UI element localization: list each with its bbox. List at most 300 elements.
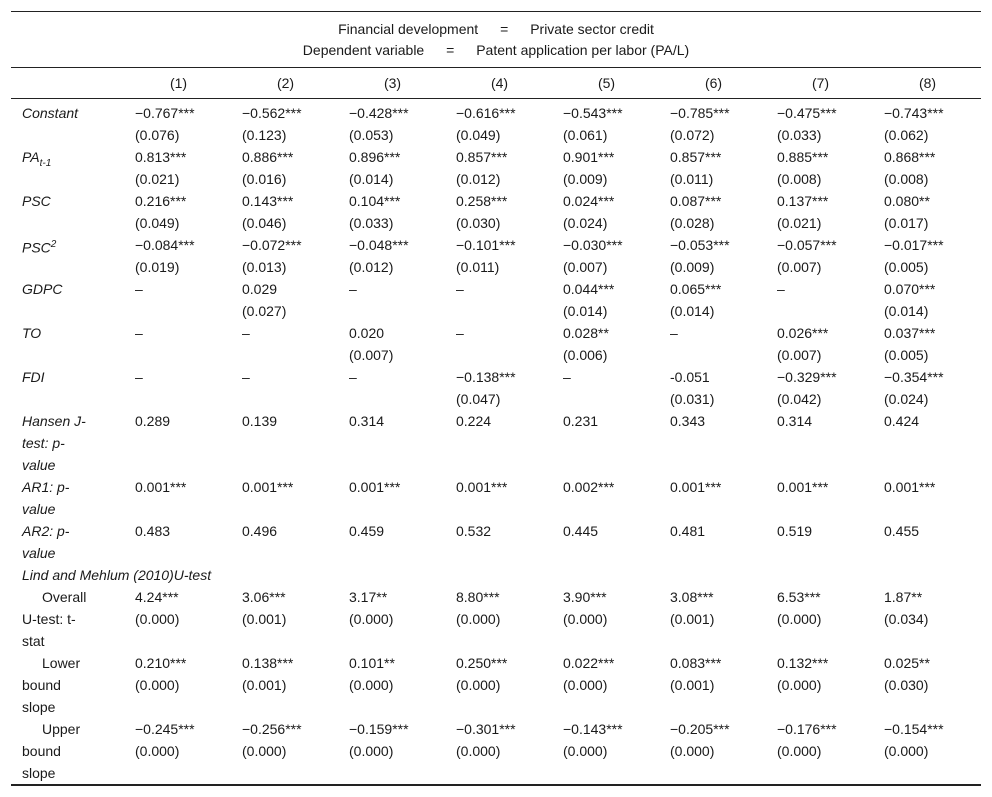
coefficient: 0.496: [242, 523, 278, 539]
coefficient: 0.080**: [884, 193, 930, 209]
row-label-line: slope: [22, 699, 56, 715]
table-cell: [874, 234, 981, 278]
row-label-text: GDPC: [22, 281, 63, 297]
std-error: (0.000): [349, 677, 394, 693]
table-cell: [767, 366, 874, 410]
table-row: [11, 278, 981, 322]
column-header: (2): [276, 75, 295, 91]
table-cell: [767, 718, 874, 785]
table-cell: [660, 234, 767, 278]
table-cell: [446, 586, 553, 652]
std-error: (0.000): [242, 743, 287, 759]
table-row: [11, 410, 981, 476]
std-error: (0.011): [456, 259, 500, 275]
std-error: (0.000): [349, 611, 394, 627]
coefficient: −0.138***: [456, 369, 516, 385]
coefficient: 4.24***: [135, 589, 179, 605]
std-error: (0.009): [670, 259, 715, 275]
std-error: (0.031): [670, 391, 715, 407]
coefficient: 0.001***: [777, 479, 829, 495]
table-cell: [660, 410, 767, 476]
table-cell: [232, 99, 339, 147]
table-row: [11, 652, 981, 718]
std-error: (0.001): [242, 611, 287, 627]
row-label-text: Constant: [22, 105, 79, 121]
coefficient: 0.314: [777, 413, 813, 429]
coefficient: 3.90***: [563, 589, 607, 605]
table-cell: [339, 586, 446, 652]
table-cell: [339, 476, 446, 520]
std-error: (0.007): [563, 259, 608, 275]
table-cell: [660, 322, 767, 366]
table-cell: [553, 718, 660, 785]
std-error: (0.019): [135, 259, 180, 275]
row-label: [11, 520, 125, 564]
table-cell: [767, 322, 874, 366]
std-error: (0.024): [884, 391, 929, 407]
std-error: (0.001): [670, 677, 715, 693]
coefficient: 0.029: [242, 281, 278, 297]
coefficient: 0.037***: [884, 325, 936, 341]
header-blank: [11, 68, 125, 99]
row-label: [11, 190, 125, 234]
caption-eq-2: =: [446, 42, 455, 58]
coefficient: 0.024***: [563, 193, 615, 209]
table-cell: [874, 99, 981, 147]
row-label-line: Upper: [42, 721, 81, 737]
table-cell: [125, 99, 232, 147]
column-header: (1): [169, 75, 188, 91]
column-header: (4): [490, 75, 509, 91]
regression-table-container: [11, 11, 981, 786]
std-error: (0.006): [563, 347, 608, 363]
coefficient: −0.562***: [242, 105, 302, 121]
coefficient: 0.216***: [135, 193, 187, 209]
std-error: (0.072): [670, 127, 715, 143]
caption-eq-1: =: [500, 21, 509, 37]
coefficient: 0.083***: [670, 655, 722, 671]
column-header: (8): [918, 75, 937, 91]
coefficient: 0.001***: [884, 479, 936, 495]
coefficient: 0.070***: [884, 281, 936, 297]
coefficient: 0.001***: [135, 479, 187, 495]
std-error: (0.000): [456, 611, 501, 627]
section-row: [11, 564, 981, 586]
table-cell: [232, 410, 339, 476]
coefficient: 6.53***: [777, 589, 821, 605]
std-error: (0.000): [777, 677, 822, 693]
row-label-text: FDI: [22, 369, 45, 385]
std-error: (0.046): [242, 215, 287, 231]
coefficient: 0.445: [563, 523, 599, 539]
std-error: (0.033): [777, 127, 822, 143]
coefficient: –: [135, 369, 143, 385]
coefficient: 0.868***: [884, 149, 936, 165]
table-cell: [232, 190, 339, 234]
table-cell: [446, 366, 553, 410]
std-error: (0.000): [135, 677, 180, 693]
coefficient: −0.030***: [563, 237, 623, 253]
table-cell: [660, 476, 767, 520]
coefficient: 0.857***: [670, 149, 722, 165]
coefficient: 0.481: [670, 523, 706, 539]
coefficient: −0.616***: [456, 105, 516, 121]
coefficient: 0.025**: [884, 655, 930, 671]
table-cell: [232, 718, 339, 785]
std-error: (0.000): [563, 611, 608, 627]
coefficient: –: [777, 281, 785, 297]
row-label-line: Overall: [42, 589, 87, 605]
caption-line-2: [11, 40, 981, 61]
caption-line-1: [11, 19, 981, 40]
table-cell: [660, 718, 767, 785]
std-error: (0.000): [670, 743, 715, 759]
row-label-line: bound: [22, 677, 61, 693]
std-error: (0.001): [670, 611, 715, 627]
std-error: (0.014): [563, 303, 608, 319]
coefficient: −0.084***: [135, 237, 195, 253]
coefficient: −0.154***: [884, 721, 944, 737]
coefficient: 0.258***: [456, 193, 508, 209]
coefficient: 0.028**: [563, 325, 609, 341]
std-error: (0.014): [884, 303, 929, 319]
row-label-line: stat: [22, 633, 45, 649]
coefficient: 3.06***: [242, 589, 286, 605]
coefficient: –: [349, 281, 357, 297]
table-cell: [232, 476, 339, 520]
table-body: [11, 99, 981, 785]
std-error: (0.049): [456, 127, 501, 143]
table-cell: [125, 278, 232, 322]
coefficient: 0.101**: [349, 655, 395, 671]
coefficient: −0.017***: [884, 237, 944, 253]
table-cell: [660, 586, 767, 652]
column-header: (5): [597, 75, 616, 91]
table-cell: [232, 322, 339, 366]
table-cell: [446, 410, 553, 476]
coefficient: –: [242, 325, 250, 341]
table-cell: [553, 366, 660, 410]
table-cell: [339, 99, 446, 147]
row-label: [11, 322, 125, 366]
table-cell: [125, 520, 232, 564]
table-cell: [446, 718, 553, 785]
table-cell: [767, 520, 874, 564]
row-label-line: value: [22, 501, 56, 517]
coefficient: 0.026***: [777, 325, 829, 341]
std-error: (0.000): [777, 743, 822, 759]
table-cell: [553, 410, 660, 476]
coefficient: 0.857***: [456, 149, 508, 165]
coefficient: −0.767***: [135, 105, 195, 121]
std-error: (0.014): [670, 303, 715, 319]
table-cell: [767, 99, 874, 147]
table-cell: [874, 520, 981, 564]
std-error: (0.000): [456, 743, 501, 759]
std-error: (0.000): [884, 743, 929, 759]
coefficient: 0.532: [456, 523, 492, 539]
coefficient: 0.289: [135, 413, 171, 429]
table-cell: [232, 234, 339, 278]
table-row: [11, 586, 981, 652]
row-label: [11, 366, 125, 410]
table-row: [11, 366, 981, 410]
row-label: [11, 278, 125, 322]
std-error: (0.000): [349, 743, 394, 759]
row-label-superscript: 2: [50, 239, 57, 250]
table-cell: [125, 322, 232, 366]
table-cell: [446, 278, 553, 322]
std-error: (0.030): [884, 677, 929, 693]
row-label: [11, 146, 125, 190]
std-error: (0.042): [777, 391, 822, 407]
std-error: (0.011): [670, 171, 714, 187]
std-error: (0.000): [563, 743, 608, 759]
coefficient: 0.231: [563, 413, 599, 429]
table-cell: [232, 146, 339, 190]
row-label-line: U-test: t-: [22, 611, 76, 627]
coefficient: 0.424: [884, 413, 920, 429]
caption-fd-label: Financial development: [338, 21, 479, 37]
std-error: (0.008): [884, 171, 929, 187]
row-label: [11, 586, 125, 652]
coefficient: 0.143***: [242, 193, 294, 209]
coefficient: −0.428***: [349, 105, 409, 121]
table-cell: [767, 476, 874, 520]
std-error: (0.016): [242, 171, 287, 187]
coefficient: 0.314: [349, 413, 385, 429]
table-cell: [446, 190, 553, 234]
table-cell: [553, 586, 660, 652]
coefficient: −0.245***: [135, 721, 195, 737]
table-cell: [339, 718, 446, 785]
table-cell: [767, 278, 874, 322]
row-label-line: value: [22, 545, 56, 561]
coefficient: −0.048***: [349, 237, 409, 253]
coefficient: 3.08***: [670, 589, 714, 605]
coefficient: 0.901***: [563, 149, 615, 165]
coefficient: 0.250***: [456, 655, 508, 671]
coefficient: −0.057***: [777, 237, 837, 253]
coefficient: −0.329***: [777, 369, 837, 385]
table-cell: [767, 410, 874, 476]
table-row: [11, 476, 981, 520]
coefficient: 0.885***: [777, 149, 829, 165]
table-cell: [874, 366, 981, 410]
table-cell: [553, 190, 660, 234]
table-cell: [553, 99, 660, 147]
std-error: (0.007): [349, 347, 394, 363]
row-label: [11, 99, 125, 147]
table-cell: [660, 99, 767, 147]
row-label-line: Hansen J-: [22, 413, 86, 429]
coefficient: −0.176***: [777, 721, 837, 737]
coefficient: 0.483: [135, 523, 171, 539]
std-error: (0.012): [349, 259, 394, 275]
table-cell: [767, 586, 874, 652]
caption-dv-label: Dependent variable: [302, 42, 425, 58]
coefficient: 1.87**: [884, 589, 923, 605]
coefficient: 0.886***: [242, 149, 294, 165]
std-error: (0.000): [135, 611, 180, 627]
table-cell: [874, 476, 981, 520]
table-cell: [446, 322, 553, 366]
std-error: (0.062): [884, 127, 929, 143]
table-cell: [553, 146, 660, 190]
table-row: [11, 322, 981, 366]
row-label-line: bound: [22, 743, 61, 759]
table-cell: [553, 322, 660, 366]
row-label-subscript: t-1: [39, 157, 52, 169]
table-cell: [232, 366, 339, 410]
caption-dv-value: Patent application per labor (PA/L): [476, 42, 690, 58]
coefficient: 0.813***: [135, 149, 187, 165]
coefficient: −0.743***: [884, 105, 944, 121]
std-error: (0.049): [135, 215, 180, 231]
row-label-line: value: [22, 457, 56, 473]
coefficient: -0.051: [670, 369, 710, 385]
std-error: (0.027): [242, 303, 287, 319]
table-cell: [339, 234, 446, 278]
coefficient: 0.104***: [349, 193, 401, 209]
table-cell: [660, 652, 767, 718]
std-error: (0.014): [349, 171, 394, 187]
std-error: (0.005): [884, 347, 929, 363]
coefficient: –: [456, 325, 464, 341]
coefficient: 0.020: [349, 325, 385, 341]
std-error: (0.030): [456, 215, 501, 231]
table-cell: [339, 366, 446, 410]
table-cell: [232, 652, 339, 718]
coefficient: −0.543***: [563, 105, 623, 121]
std-error: (0.024): [563, 215, 608, 231]
std-error: (0.013): [242, 259, 287, 275]
table-cell: [125, 652, 232, 718]
table-cell: [874, 410, 981, 476]
table-cell: [125, 190, 232, 234]
table-cell: [339, 652, 446, 718]
table-row: [11, 520, 981, 564]
table-cell: [339, 146, 446, 190]
column-header: (6): [704, 75, 723, 91]
table-cell: [874, 146, 981, 190]
table-cell: [125, 366, 232, 410]
row-label-line: AR2: p-: [22, 523, 70, 539]
table-cell: [339, 520, 446, 564]
std-error: (0.007): [777, 347, 822, 363]
table-cell: [553, 476, 660, 520]
table-cell: [660, 146, 767, 190]
row-label-text: TO: [22, 325, 42, 341]
row-label-line: slope: [22, 765, 56, 781]
coefficient: 0.343: [670, 413, 706, 429]
table-cell: [446, 652, 553, 718]
std-error: (0.076): [135, 127, 180, 143]
table-cell: [125, 410, 232, 476]
coefficient: −0.256***: [242, 721, 302, 737]
table-cell: [125, 234, 232, 278]
table-row: [11, 718, 981, 785]
table-cell: [660, 190, 767, 234]
coefficient: 0.137***: [777, 193, 829, 209]
coefficient: −0.072***: [242, 237, 302, 253]
table-cell: [767, 190, 874, 234]
table-cell: [446, 99, 553, 147]
table-cell: [553, 234, 660, 278]
table-cell: [446, 476, 553, 520]
row-label-text: PSC: [22, 193, 51, 209]
table-cell: [339, 190, 446, 234]
table-cell: [125, 146, 232, 190]
column-header: (7): [811, 75, 830, 91]
coefficient: 0.455: [884, 523, 920, 539]
coefficient: –: [135, 325, 143, 341]
std-error: (0.000): [563, 677, 608, 693]
std-error: (0.047): [456, 391, 501, 407]
table-cell: [125, 718, 232, 785]
coefficient: 0.087***: [670, 193, 722, 209]
bottom-rule: [11, 785, 981, 786]
coefficient: 0.138***: [242, 655, 294, 671]
coefficient: 8.80***: [456, 589, 500, 605]
coefficient: –: [670, 325, 678, 341]
std-error: (0.007): [777, 259, 822, 275]
coefficient: 0.002***: [563, 479, 615, 495]
std-error: (0.061): [563, 127, 608, 143]
std-error: (0.012): [456, 171, 501, 187]
coefficient: −0.354***: [884, 369, 944, 385]
coefficient: 0.132***: [777, 655, 829, 671]
utest-section-label: Lind and Mehlum (2010)U-test: [22, 567, 212, 583]
table-cell: [767, 146, 874, 190]
row-label-text: PSC: [22, 239, 51, 256]
coefficient: −0.159***: [349, 721, 409, 737]
row-label-line: AR1: p-: [22, 479, 70, 495]
table-cell: [553, 520, 660, 564]
table-row: [11, 234, 981, 278]
coefficient: −0.785***: [670, 105, 730, 121]
table-cell: [339, 322, 446, 366]
coefficient: 0.001***: [456, 479, 508, 495]
coefficient: –: [349, 369, 357, 385]
table-row: [11, 146, 981, 190]
table-cell: [660, 520, 767, 564]
std-error: (0.009): [563, 171, 608, 187]
std-error: (0.008): [777, 171, 822, 187]
coefficient: −0.101***: [456, 237, 516, 253]
table-cell: [125, 586, 232, 652]
coefficient: 0.022***: [563, 655, 615, 671]
coefficient: 3.17**: [349, 589, 388, 605]
std-error: (0.053): [349, 127, 394, 143]
table-cell: [125, 476, 232, 520]
coefficient: −0.475***: [777, 105, 837, 121]
std-error: (0.034): [884, 611, 929, 627]
std-error: (0.005): [884, 259, 929, 275]
std-error: (0.123): [242, 127, 287, 143]
std-error: (0.017): [884, 215, 929, 231]
std-error: (0.000): [456, 677, 501, 693]
table-cell: [339, 410, 446, 476]
table-cell: [874, 718, 981, 785]
coefficient: 0.896***: [349, 149, 401, 165]
coefficient: 0.459: [349, 523, 385, 539]
coefficient: 0.139: [242, 413, 278, 429]
coefficient: 0.210***: [135, 655, 187, 671]
coefficient: –: [456, 281, 464, 297]
std-error: (0.028): [670, 215, 715, 231]
coefficient: –: [563, 369, 571, 385]
